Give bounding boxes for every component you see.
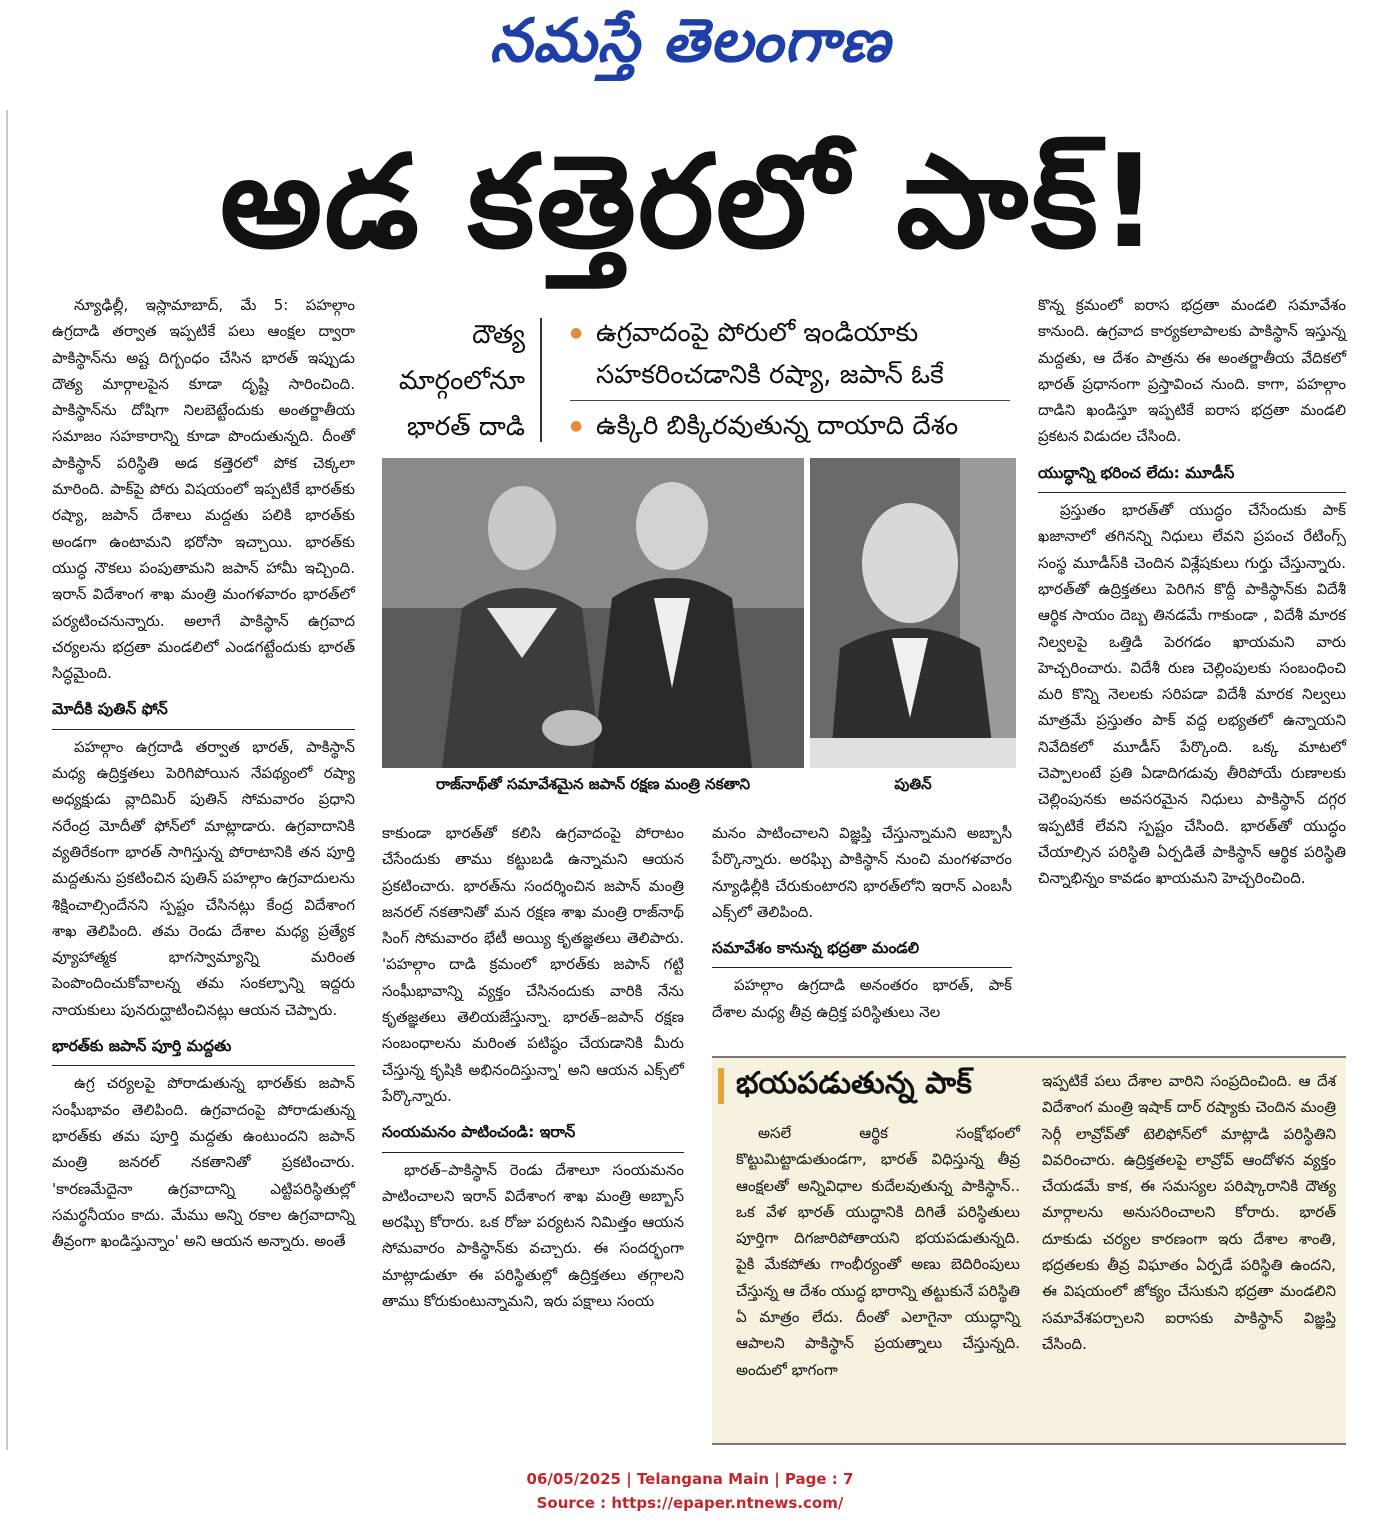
masthead-logo: నమస్తే తెలంగాణ: [489, 6, 891, 76]
headline: అడ కత్తెరలో పాక్!: [219, 128, 1161, 277]
deck-line-2: మార్గంలోనూ: [398, 366, 525, 396]
deck-line-1: దౌత్య: [472, 320, 525, 350]
col1-para-2: పహల్గాం ఉగ్రదాడి తర్వాత భారత్, పాకిస్థాన్ మధ్య ఉద్రిక్తతలు పెరిగిపోయిన నేపథ్యంలో రష్యా అధ్యక్షుడు వ్లాదిమిర్ పుతిన్ సోమవారం ప్రధాని నరేంద్ర మోదీతో ఫోన్‌లో మాట్లాడారు. ఉగ్రవాదానికి వ్యతిరేకంగా భారత్ సాగిస్తున్న పోరాటానికి తన పూర్తి మద్దతును ప్రకటించిన పుతిన్ పహల్గాం ఉగ్రవాదులను శిక్షించాల్సిందేనని స్పష్టం చేసినట్లు కేంద్ర విదేశాంగ శాఖ తెలిపింది. తమ రెండు దేశాల మధ్య ప్రత్యేక వ్యూహాత్మక భాగస్వామ్యాన్ని మరింత పెంపొందించుకోవాలన్న తమ సంకల్పాన్ని ఇద్దరు నాయకులు పునరుద్ఘాటించినట్లు ఆయన చెప్పారు.: [52, 737, 355, 1019]
bullet-2: ● ఉక్కిరి బిక్కిరవుతున్న దాయాది దేశం: [570, 405, 1010, 447]
photo-caption-right: పుతిన్: [894, 775, 932, 793]
footer-date-page: 06/05/2025 | Telangana Main | Page : 7: [526, 1470, 854, 1488]
box-title: భయపడుతున్న పాక్: [736, 1066, 972, 1101]
col2-para-2: భారత్–పాకిస్థాన్ రెండు దేశాలూ సంయమనం పాటించాలని ఇరాన్ విదేశాంగ శాఖ మంత్రి అబ్బాస్ అరఘ్చి కోరారు. ఒక రోజు పర్యటన నిమిత్తం ఆయన సోమవారం పాకిస్థాన్‌కు వచ్చారు. ఈ సందర్భంగా మాట్లాడుతూ ఈ పరిస్థితుల్లో ఉద్రిక్తతలు తగ్గాలని తాము కోరుకుంటున్నామని, ఇరు పక్షాలు సంయ: [382, 1160, 684, 1311]
col4-para-2: ప్రస్తుతం భారత్‌తో యుద్ధం చేసేందుకు పాక్ ఖజానాలో తగినన్ని నిధులు లేవని ప్రపంచ రేటింగ్స్ సంస్థ మూడీస్‌కి చెందిన విశ్లేషకులు గుర్తు చేస్తున్నారు. భారత్‌తో ఉద్రిక్తతలు పెరిగిన కొద్దీ పాకిస్థాన్‌కు విదేశీ ఆర్థిక సాయం దెబ్బ తినడమే గాకుండా , విదేశీ మారక నిల్వలపై ఒత్తిడి పెరగడం ఖాయమని వారు హెచ్చరించారు. విదేశీ రుణ చెల్లింపులకు సంబంధించి మరి కొన్ని నెలలకు సరిపడా విదేశీ మారక నిల్వలు మాత్రమే ప్రస్తుతం పాక్ వద్ద లభ్యతలో ఉన్నాయని నివేదికలో మూడీస్ పేర్కొంది. ఒక్క మాటలో చెప్పాలంటే ప్రతి ఏడాదిగడువు తీరిపోయే రుణాలకు చెల్లింపునకు అవసరమైన నిధులు పాకిస్థాన్ దగ్గర ఇప్పటికే లేవని స్పష్టం చేసింది. భారత్‌తో యుద్ధం చేయాల్సిన పరిస్థితి ఏర్పడితే పాకిస్థాన్ ఆర్థిక పరిస్థితి చిన్నాభిన్నం కావడం ఖాయమని హెచ్చరించింది.: [1038, 501, 1346, 888]
box-para-2: ఇప్పటికే పలు దేశాల వారిని సంప్రదించింది. ఆ దేశ విదేశాంగ మంత్రి ఇషాక్ దార్ రష్యాకు చెందిన మంత్రి సెర్గీ లావ్రోవ్‌తో టెలిఫోన్‌లో మాట్లాడి పరిస్థితిని వివరించారు. ఉద్రిక్తతలపై లావ్రోవ్ ఆందోళన వ్యక్తం చేయడమే కాక, ఈ సమస్యల పరిష్కారానికి దౌత్య మార్గాలను అనుసరించాలని కోరారు. భారత్ దూకుడు చర్యల కారణంగా ఇరు దేశాల శాంతి, భద్రతలకు తీవ్ర విఘాతం ఏర్పడే పరిస్థితి ఉందని, ఈ విషయంలో జోక్యం చేసుకుని భద్రతా మండలిని సమావేశపర్చాలని ఐరాసకు పాకిస్థాన్ విజ్ఞప్తి చేసింది.: [1042, 1072, 1336, 1353]
article-column-1: [52, 292, 355, 1254]
box-accent-bar: [718, 1068, 724, 1104]
article-column-4: [1038, 292, 1346, 892]
box-para-1: అసలే ఆర్థిక సంక్షోభంలో కొట్టుమిట్టాడుతుండగా, భారత్ విధిస్తున్న తీవ్ర ఆంక్షలతో అన్నివిధాల కుదేలవుతున్న పాకిస్థాన్.. ఒక వేళ భారత్ యుద్ధానికి దిగితే పరిస్థితులు పూర్తిగా దిగజారిపోతాయని భయపడుతున్నది. పైకి మేకపోతు గాంభీర్యంతో అణు బెదిరింపులు చేస్తున్న ఆ దేశం యుద్ధ భారాన్ని తట్టుకునే పరిస్థితి ఏ మాత్రం లేదు. దీంతో ఎలాగైనా యుద్ధాన్ని ఆపాలని పాకిస్థాన్ ప్రయత్నాలు చేస్తున్నది. అందులో భాగంగా: [736, 1124, 1020, 1379]
col2-para-1: కాకుండా భారత్‌తో కలిసి ఉగ్రవాదంపై పోరాటం చేసేందుకు తాము కట్టుబడి ఉన్నామని ఆయన ప్రకటించారు. భారత్‌ను సందర్శించిన జపాన్ మంత్రి జనరల్ నకతానితో మన రక్షణ శాఖ మంత్రి రాజ్‌నాథ్ సింగ్ సోమవారం భేటీ అయ్యి కృతజ్ఞతలు తెలిపారు. 'పహల్గాం దాడి క్రమంలో భారత్‌కు జపాన్ గట్టి సంఘీభావాన్ని వ్యక్తం చేసినందుకు వారికి నేను కృతజ్ఞతలు తెలియజేస్తున్నా. భారత్–జపాన్ రక్షణ సంబంధాలను మరింత పటిష్ఠం చేయడానికి మీరు చేస్తున్న కృషికి అభినందిస్తున్నా' అని ఆయన ఎక్స్‌లో పేర్కొన్నారు.: [382, 824, 684, 1105]
box-column-2: [1042, 1068, 1336, 1357]
deck-text: [375, 312, 525, 450]
col1-subhead-2: భారత్‌కు జపాన్ పూర్తి మద్దతు: [52, 1033, 355, 1066]
photo-caption-left: రాజ్‌నాథ్‌తో సమావేశమైన జపాన్ రక్షణ మంత్రి నకతాని: [435, 775, 751, 793]
col3-para-2: పహల్గాం ఉగ్రదాడి అనంతరం భారత్, పాక్ దేశాల మధ్య తీవ్ర ఉద్రిక్త పరిస్థితులు నెల: [712, 976, 1012, 1021]
col1-para-1: న్యూఢిల్లీ, ఇస్లామాబాద్, మే 5: పహల్గాం ఉగ్రదాడి తర్వాత ఇప్పటికే పలు ఆంక్షల ద్వారా పాకిస్థాన్‌ను అష్ట దిగ్బంధం చేసిన భారత్ ఇప్పుడు దౌత్య మార్గాలపైన కూడా దృష్టి సారించింది. పాకిస్థాన్‌ను దోషిగా నిలబెట్టేందుకు అంతర్జాతీయ సమాజం సహకారాన్ని కూడా పొందుతున్నది. దీంతో పాకిస్థాన్ పరిస్థితి అడ కత్తెరలో పోక చెక్కలా మారింది. పాక్‌పై పోరు విషయంలో ఇప్పటికే భారత్‌కు రష్యా, జపాన్ దేశాలు మద్దతు పలికి భారత్‌కు అండగా ఉంటామని భరోసా ఇచ్చాయి. భారత్‌కు యుద్ధ నౌకలు పంపుతామని జపాన్ హామీ ఇచ్చింది. ఇరాన్ విదేశాంగ శాఖ మంత్రి మంగళవారం భారత్‌లో పర్యటించనున్నారు. అలాగే పాకిస్థాన్ ఉగ్రవాద చర్యలను భద్రతా మండలిలో ఎండగట్టేందుకు భారత్ సిద్ధమైంది.: [52, 296, 355, 683]
col4-para-1: కొన్న క్రమంలో ఐరాస భద్రతా మండలి సమావేశం కానుంది. ఉగ్రవాద కార్యకలాపాలకు పాకిస్థాన్ ఇస్తున్న మద్దతు, ఆ దేశం పాత్రను ఈ అంతర్జాతీయ వేదికలో భారత్ ప్రధానంగా ప్రస్తావించ నుంది. కాగా, పహల్గాం దాడిని ఖండిస్తూ ఇప్పటికే ఐరాస భద్రతా మండలి ప్రకటన విడుదల చేసింది.: [1038, 296, 1346, 446]
left-margin-rule: [6, 110, 8, 1450]
photo-putin: [810, 458, 1016, 768]
bullet-separator: [570, 400, 1010, 401]
article-column-3: [712, 820, 1012, 1025]
photo-rajnath-nakatani: [382, 458, 804, 768]
col3-para-1: మనం పాటించాలని విజ్ఞప్తి చేస్తున్నామని అబ్బాసీ పేర్కొన్నారు. అరఘ్చి పాకిస్థాన్ నుంచి మంగళవారం న్యూఢిల్లీకి చేరుకుంటారని భారత్‌లోని ఇరాన్ ఎంబసీ ఎక్స్‌లో తెలిపింది.: [712, 824, 1012, 921]
col1-subhead-1: మోదీకి పుతిన్ ఫోన్: [52, 696, 355, 729]
box-column-1: [736, 1120, 1020, 1383]
col3-subhead: సమావేశం కానున్న భద్రతా మండలి: [712, 935, 1012, 968]
bullet-1: ● ఉగ్రవాదంపై పోరులో ఇండియాకు సహకరించడానికి రష్యా, జపాన్ ఓకే: [570, 312, 1010, 396]
article-column-2: [382, 820, 684, 1314]
highlight-bullets: [570, 312, 1010, 447]
deck-divider: [540, 318, 542, 442]
deck-line-3: భారత్ దాడి: [406, 412, 525, 442]
col2-subhead: సంయమనం పాటించండి: ఇరాన్: [382, 1119, 684, 1152]
col1-para-3: ఉగ్ర చర్యలపై పోరాడుతున్న భారత్‌కు జపాన్ సంఘీభావం తెలిపింది. ఉగ్రవాదంపై పోరాడుతున్న భారత్‌కు తమ పూర్తి మద్దతు ఉంటుందని జపాన్ మంత్రి జనరల్ నకతానితో ప్రకటించారు. 'కారణమేదైనా ఉగ్రవాదాన్ని ఎట్టిపరిస్థితుల్లో సమర్థనీయం కాదు. మేము అన్ని రకాల ఉగ్రవాదాన్ని తీవ్రంగా ఖండిస్తున్నాం' అని ఆయన అన్నారు. అంతే: [52, 1074, 355, 1251]
col4-subhead: యుద్ధాన్ని భరించ లేదు: మూడీస్: [1038, 460, 1346, 493]
footer-source: Source : https://epaper.ntnews.com/: [536, 1494, 844, 1512]
boxed-story: [712, 1056, 1346, 1445]
